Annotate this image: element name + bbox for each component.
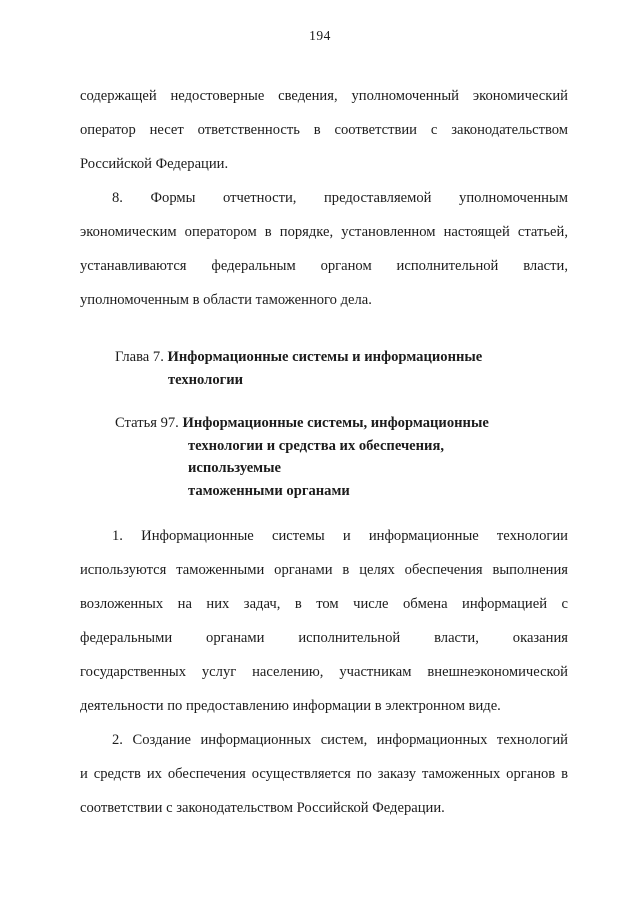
text-line: деятельности по предоставлению информации в электронном виде. <box>80 698 501 714</box>
text-line: устанавливаются федеральным органом исполнительной власти, <box>80 258 568 274</box>
text-line: возложенных на них задач, в том числе обмена информацией с <box>80 596 568 612</box>
text-line: уполномоченным в области таможенного дела. <box>80 292 372 308</box>
body-text-lower <box>80 519 568 825</box>
paragraph-item-2 <box>80 723 568 825</box>
heading-line <box>115 480 535 503</box>
text-line: соответствии с законодательством Российской Федерации. <box>80 800 445 816</box>
text-line: и средств их обеспечения осуществляется по заказу таможенных органов в <box>80 766 568 782</box>
text-line: 8. Формы отчетности, предоставляемой уполномоченным <box>112 190 568 206</box>
text-line: 1. Информационные системы и информационные технологии <box>112 528 568 544</box>
heading-title-text: Информационные системы, информационные <box>182 415 489 431</box>
text-line: экономическим оператором в порядке, установленном настоящей статьей, <box>80 224 568 240</box>
heading-title-text: технологии <box>168 371 244 388</box>
text-line: федеральными органами исполнительной власти, оказания <box>80 630 568 646</box>
heading-label: Статья 97. <box>115 415 183 431</box>
heading-line <box>115 435 535 480</box>
paragraph-item-8 <box>80 181 568 317</box>
body-text-upper <box>80 79 568 317</box>
heading-title-text: таможенными органами <box>188 482 350 499</box>
text-line: оператор несет ответственность в соответствии с законодательством <box>80 122 568 138</box>
heading-line <box>115 412 535 435</box>
text-line: 2. Создание информационных систем, информационных технологий <box>112 732 568 748</box>
page-number: 194 <box>309 28 331 43</box>
paragraph-continuation <box>80 79 568 181</box>
heading-title-text: Информационные системы и информационные <box>167 349 483 365</box>
heading-line <box>115 369 535 392</box>
text-line: государственных услуг населению, участникам внешнеэкономической <box>80 664 568 680</box>
heading-label: Глава 7. <box>115 349 168 365</box>
chapter-heading <box>115 346 535 391</box>
text-line: используются таможенными органами в целях обеспечения выполнения <box>80 562 568 578</box>
heading-title-text: технологии и средства их обеспечения, используемые <box>188 437 445 476</box>
heading-line <box>115 346 535 369</box>
text-line: содержащей недостоверные сведения, уполномоченный экономический <box>80 88 568 104</box>
text-line: Российской Федерации. <box>80 156 229 172</box>
article-heading <box>115 412 535 502</box>
paragraph-item-1 <box>80 519 568 723</box>
